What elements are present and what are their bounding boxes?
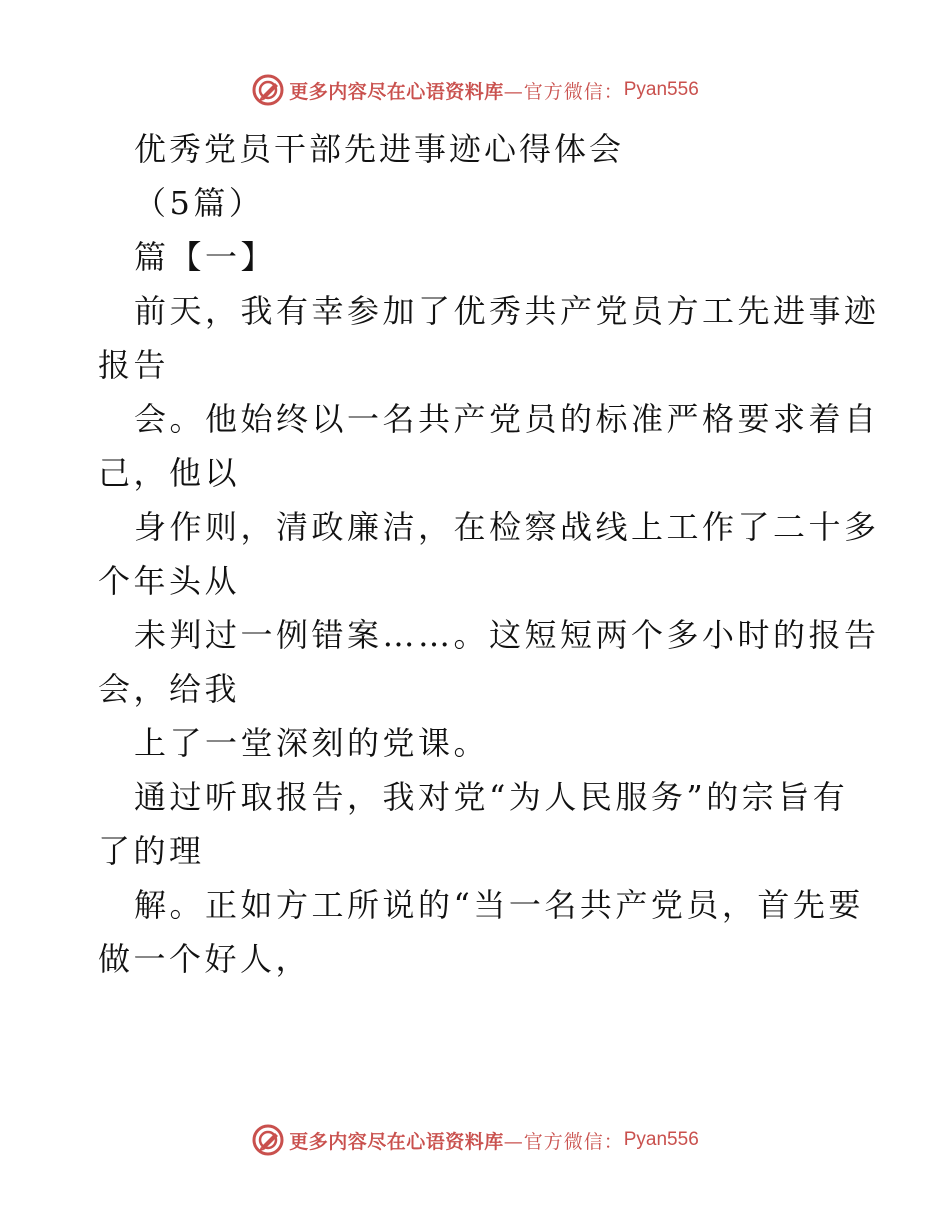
banner-text: 更多内容尽在心语资料库 <box>289 80 504 103</box>
banner-wechat-id: Pyan556 <box>623 1129 699 1150</box>
paragraph-line: 做一个好人， <box>98 940 312 978</box>
header-banner <box>0 70 950 110</box>
section-heading: 篇【一】 <box>134 238 277 276</box>
paragraph-line: 己，他以 <box>98 454 241 492</box>
paragraph-line: 个年头从 <box>98 562 241 600</box>
footer-banner <box>0 1120 950 1160</box>
paragraph-line: 前天，我有幸参加了优秀共产党员方工先进事迹 <box>134 292 880 330</box>
paragraph-line: 上了一堂深刻的党课。 <box>134 724 490 762</box>
pen-logo-icon <box>251 1123 285 1157</box>
paragraph-line: 通过听取报告，我对党“为人民服务”的宗旨有 <box>134 778 849 816</box>
paragraph-line: 了的理 <box>98 832 205 870</box>
pen-logo-icon <box>251 73 285 107</box>
paragraph-line: 身作则，清政廉洁，在检察战线上工作了二十多 <box>134 508 880 546</box>
paragraph-line: 会。他始终以一名共产党员的标准严格要求着自 <box>134 400 880 438</box>
paragraph-line: 解。正如方工所说的“当一名共产党员，首先要 <box>134 886 864 924</box>
document-title: 优秀党员干部先进事迹心得体会 <box>134 130 625 168</box>
document-body <box>98 122 880 986</box>
paragraph-line: 会，给我 <box>98 670 241 708</box>
banner-text: 更多内容尽在心语资料库 <box>289 1130 504 1153</box>
banner-official-wechat-label: —官方微信： <box>503 80 624 103</box>
banner-official-wechat-label: —官方微信： <box>503 1130 624 1153</box>
paragraph-line: 未判过一例错案……。这短短两个多小时的报告 <box>134 616 880 654</box>
document-subtitle: （5篇） <box>134 184 265 222</box>
paragraph-line: 报告 <box>98 346 170 384</box>
banner-wechat-id: Pyan556 <box>623 79 699 100</box>
